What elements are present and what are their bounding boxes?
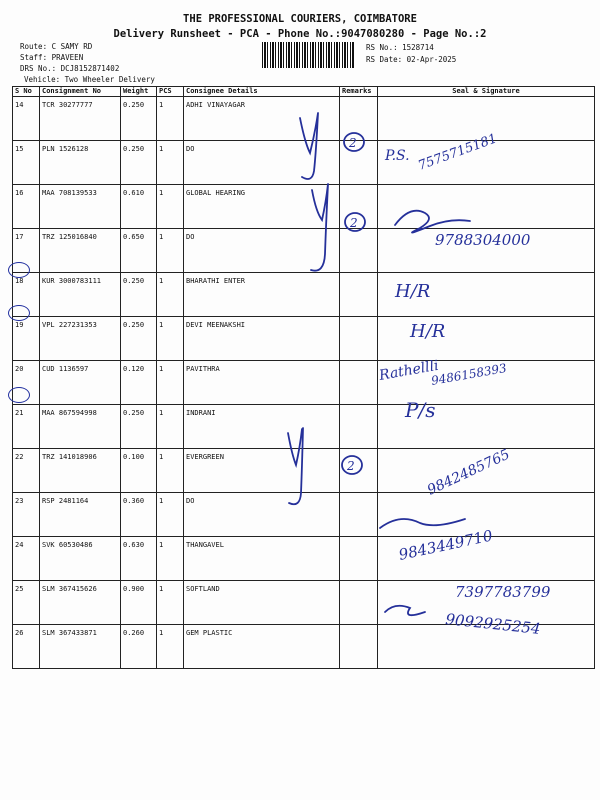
signature-21: P/s: [405, 398, 436, 422]
row-weight: 0.900: [121, 581, 157, 625]
row-consignment: SVK 60530486: [40, 537, 121, 581]
row-weight: 0.630: [121, 537, 157, 581]
row-pcs: 1: [157, 317, 184, 361]
table-row: [13, 185, 595, 229]
row-consignment: SLM 367433871: [40, 625, 121, 669]
row-remarks: [340, 185, 378, 229]
row-consignee: ADHI VINAYAGAR: [184, 97, 340, 141]
row-consignment: MAA 708139533: [40, 185, 121, 229]
circle-mark-19: [8, 305, 30, 321]
row-pcs: 1: [157, 185, 184, 229]
row-remarks: [340, 97, 378, 141]
row-pcs: 1: [157, 361, 184, 405]
row-consignment: TRZ 125016840: [40, 229, 121, 273]
row-sno: 23: [13, 493, 40, 537]
row-remarks: [340, 229, 378, 273]
table-row: [13, 273, 595, 317]
row-remarks: [340, 405, 378, 449]
row-signature: [378, 141, 595, 185]
row-consignee: PAVITHRA: [184, 361, 340, 405]
row-consignment: CUD 1136597: [40, 361, 121, 405]
row-consignment: TCR 30277777: [40, 97, 121, 141]
row-sno: 17: [13, 229, 40, 273]
rs-number: RS No.: 1528714: [366, 43, 434, 52]
table-row: [13, 361, 595, 405]
row-pcs: 1: [157, 625, 184, 669]
drs-label: DRS No.: DCJ8152871402: [20, 64, 120, 73]
row-signature: [378, 493, 595, 537]
row-sno: 19: [13, 317, 40, 361]
row-signature: [378, 361, 595, 405]
row-signature: [378, 449, 595, 493]
col-remarks: Remarks: [340, 87, 378, 97]
row-weight: 0.100: [121, 449, 157, 493]
row-consignee: BHARATHI ENTER: [184, 273, 340, 317]
table-row: [13, 141, 595, 185]
row-weight: 0.610: [121, 185, 157, 229]
row-consignment: TRZ 141018906: [40, 449, 121, 493]
row-signature: [378, 97, 595, 141]
row-consignee: EVERGREEN: [184, 449, 340, 493]
row-weight: 0.120: [121, 361, 157, 405]
row-pcs: 1: [157, 97, 184, 141]
table-row: [13, 405, 595, 449]
row-remarks: [340, 273, 378, 317]
signature-19: H/R: [410, 321, 446, 342]
table-row: [13, 449, 595, 493]
row-consignee: INDRANI: [184, 405, 340, 449]
row-pcs: 1: [157, 493, 184, 537]
table-row: [13, 581, 595, 625]
phone-23: 9842485765: [424, 446, 513, 499]
table-row: [13, 317, 595, 361]
table-row: [13, 537, 595, 581]
row-remarks: [340, 449, 378, 493]
row-sno: 24: [13, 537, 40, 581]
remark-mark-17: 2: [350, 216, 358, 230]
row-sno: 22: [13, 449, 40, 493]
table-row: [13, 97, 595, 141]
signature-20: Rathellli: [377, 357, 440, 384]
row-sno: 14: [13, 97, 40, 141]
remark-mark-23: 2: [347, 459, 355, 473]
phone-20: 9486158393: [430, 360, 508, 388]
signature-15: P.S.: [385, 148, 410, 164]
row-signature: [378, 185, 595, 229]
table-row: [13, 625, 595, 669]
row-signature: [378, 273, 595, 317]
row-sno: 25: [13, 581, 40, 625]
remark-mark-15: 2: [349, 136, 357, 150]
col-signature: Seal & Signature: [378, 87, 595, 97]
barcode: [262, 42, 354, 68]
route-label: Route: C SAMY RD: [20, 42, 93, 51]
phone-24: 9843449710: [397, 526, 495, 564]
row-weight: 0.250: [121, 317, 157, 361]
phone-15: 7575715181: [416, 131, 500, 174]
row-signature: [378, 317, 595, 361]
row-pcs: 1: [157, 141, 184, 185]
row-signature: [378, 625, 595, 669]
col-pcs: PCS: [157, 87, 184, 97]
row-sno: 15: [13, 141, 40, 185]
circle-mark-18: [8, 262, 30, 278]
runsheet-table: [12, 86, 595, 669]
table-header-row: [13, 87, 595, 97]
row-remarks: [340, 625, 378, 669]
row-consignment: KUR 3000783111: [40, 273, 121, 317]
document-title: THE PROFESSIONAL COURIERS, COIMBATORE: [183, 13, 417, 25]
row-consignee: GLOBAL HEARING: [184, 185, 340, 229]
row-weight: 0.250: [121, 273, 157, 317]
document-subtitle: Delivery Runsheet - PCA - Phone No.:9047080280 - Page No.:2: [113, 28, 487, 40]
row-consignment: SLM 367415626: [40, 581, 121, 625]
row-pcs: 1: [157, 229, 184, 273]
row-consignee: DO: [184, 141, 340, 185]
row-sno: 26: [13, 625, 40, 669]
row-sno: 18: [13, 273, 40, 317]
row-consignee: DEVI MEENAKSHI: [184, 317, 340, 361]
row-consignee: DO: [184, 493, 340, 537]
row-sno: 16: [13, 185, 40, 229]
row-consignee: GEM PLASTIC: [184, 625, 340, 669]
vehicle-label: Vehicle: Two Wheeler Delivery: [24, 75, 155, 84]
row-weight: 0.250: [121, 141, 157, 185]
row-consignee: DO: [184, 229, 340, 273]
row-remarks: [340, 493, 378, 537]
row-pcs: 1: [157, 273, 184, 317]
row-consignment: RSP 2481164: [40, 493, 121, 537]
row-pcs: 1: [157, 449, 184, 493]
row-weight: 0.650: [121, 229, 157, 273]
row-pcs: 1: [157, 405, 184, 449]
row-pcs: 1: [157, 581, 184, 625]
row-signature: [378, 405, 595, 449]
row-consignee: SOFTLAND: [184, 581, 340, 625]
row-consignment: MAA 867594998: [40, 405, 121, 449]
row-consignment: VPL 227231353: [40, 317, 121, 361]
circle-mark-21: [8, 387, 30, 403]
row-sno: 21: [13, 405, 40, 449]
row-weight: 0.250: [121, 97, 157, 141]
col-sno: S No: [13, 87, 40, 97]
row-signature: [378, 229, 595, 273]
row-pcs: 1: [157, 537, 184, 581]
col-weight: Weight: [121, 87, 157, 97]
row-weight: 0.360: [121, 493, 157, 537]
rs-date: RS Date: 02-Apr-2025: [366, 55, 457, 64]
row-remarks: [340, 317, 378, 361]
row-remarks: [340, 581, 378, 625]
col-consignee: Consignee Details: [184, 87, 340, 97]
phone-17: 9788304000: [435, 231, 531, 249]
row-signature: [378, 537, 595, 581]
col-consignment: Consignment No: [40, 87, 121, 97]
row-consignment: PLN 1526128: [40, 141, 121, 185]
row-sno: 20: [13, 361, 40, 405]
row-signature: [378, 581, 595, 625]
signature-18: H/R: [395, 281, 431, 302]
row-remarks: [340, 361, 378, 405]
row-weight: 0.250: [121, 405, 157, 449]
row-remarks: [340, 141, 378, 185]
table-row: [13, 229, 595, 273]
row-remarks: [340, 537, 378, 581]
staff-label: Staff: PRAVEEN: [20, 53, 84, 62]
table-row: [13, 493, 595, 537]
phone-25: 7397783799: [455, 583, 551, 601]
row-consignee: THANGAVEL: [184, 537, 340, 581]
row-weight: 0.260: [121, 625, 157, 669]
phone-26: 9092925254: [444, 610, 542, 638]
